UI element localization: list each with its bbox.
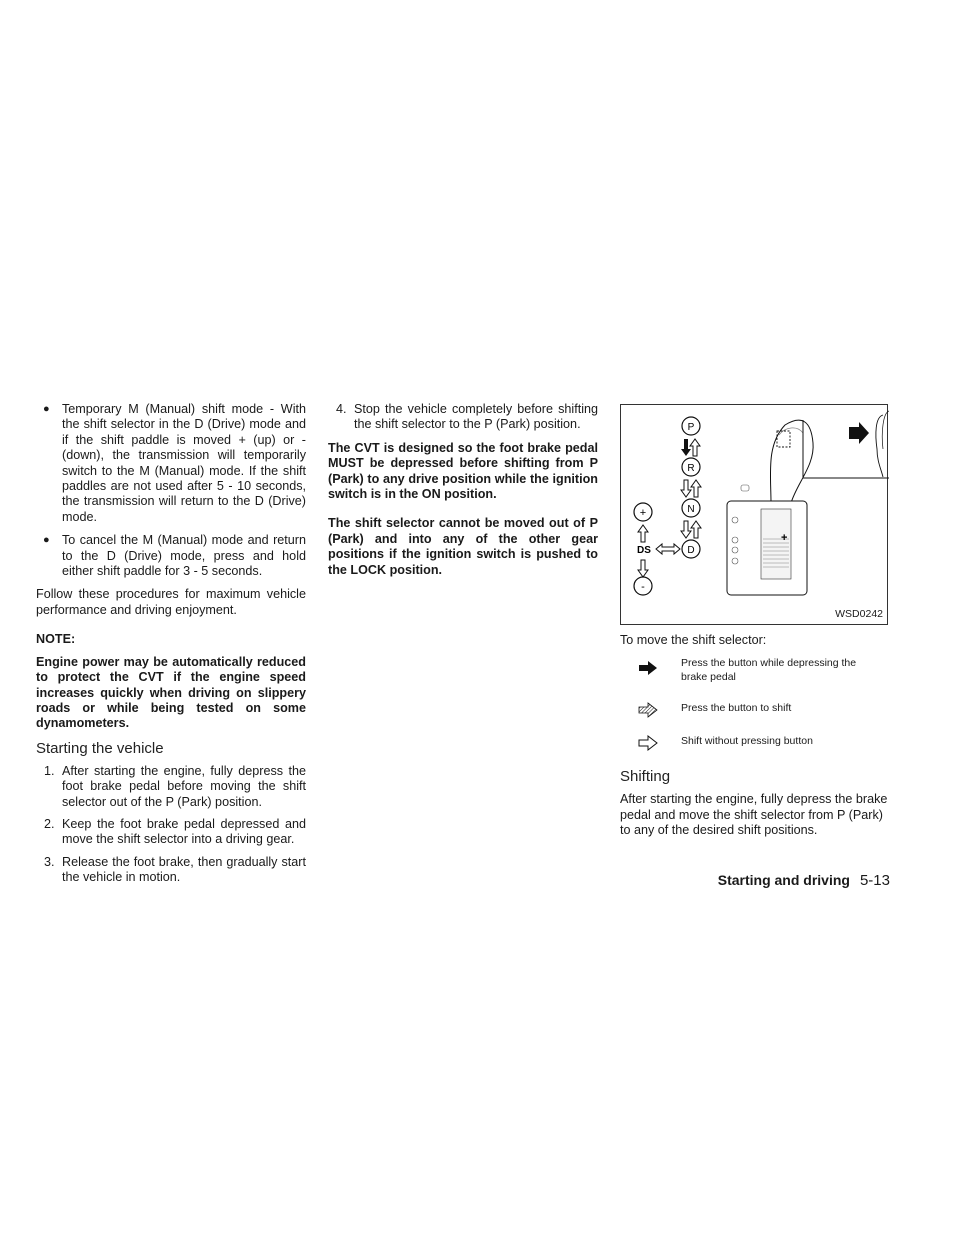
note-label: NOTE: <box>36 632 76 647</box>
step-item <box>36 855 306 886</box>
manual-plus-label: + <box>639 507 647 519</box>
bullet-item-cancel-manual <box>36 533 306 579</box>
step-item <box>36 764 306 810</box>
warning-brake-pedal: The CVT is designed so the foot brake pedal MUST be depressed before shifting from P (Park) to any drive position while the ignition switch is in the ON position. <box>328 440 598 502</box>
starting-vehicle-heading: Starting the vehicle <box>36 739 164 757</box>
step-number: 2. <box>44 816 55 831</box>
step-text: Stop the vehicle completely before shifting the shift selector to the P (Park) position. <box>354 402 598 432</box>
gear-circle-p <box>682 417 700 435</box>
ds-label: DS <box>637 545 651 556</box>
knob-detail-inset <box>803 411 889 478</box>
outline-down-arrow-icon <box>681 480 691 497</box>
outline-arrow-icon <box>638 735 658 751</box>
double-arrow-icon <box>656 544 680 554</box>
manual-minus-label: - <box>641 581 645 593</box>
step-number: 4. <box>336 402 347 416</box>
shifting-text: After starting the engine, fully depress the brake pedal and move the shift selector from P (Park) to any of the desired shift positions. <box>620 792 888 838</box>
bullet-text: To cancel the M (Manual) mode and return to the D (Drive) mode, press and hold either shift paddle for 3 - 5 seconds. <box>62 533 306 579</box>
step-text: After starting the engine, fully depress the foot brake pedal before moving the shift selector out of the P (Park) position. <box>62 763 306 809</box>
outline-up-arrow-icon <box>691 521 701 538</box>
hatched-arrow-icon <box>638 702 658 718</box>
legend-item-hatched <box>620 698 890 731</box>
shift-selector-figure <box>620 404 888 625</box>
gear-label-d: D <box>687 545 695 556</box>
outline-up-arrow-icon <box>691 480 701 497</box>
step-item <box>328 402 598 433</box>
legend-text: Press the button while depressing the brake pedal <box>681 657 857 684</box>
outline-down-arrow-icon <box>681 521 691 538</box>
middle-column <box>328 402 598 578</box>
legend-item-solid <box>620 656 890 698</box>
gear-circle-d <box>682 540 700 558</box>
manual-plus-circle <box>634 503 652 521</box>
solid-down-arrow-icon <box>681 439 691 456</box>
gear-label-r: R <box>687 463 695 474</box>
legend-text: Shift without pressing button <box>681 735 813 748</box>
step-number: 1. <box>44 763 55 778</box>
legend-item-outline <box>620 731 890 764</box>
legend-caption: To move the shift selector: <box>620 633 767 647</box>
bullet-item-manual-mode <box>36 402 306 525</box>
footer-page-number: 5-13 <box>859 872 890 889</box>
right-column <box>620 404 890 839</box>
legend-text: Press the button to shift <box>681 702 792 715</box>
step-text: Release the foot brake, then gradually start the vehicle in motion. <box>62 854 306 885</box>
plate-plus-label: + <box>781 532 788 544</box>
left-column <box>36 402 306 893</box>
shifting-heading: Shifting <box>620 768 671 786</box>
page-footer <box>718 872 890 889</box>
shift-selector-diagram <box>621 405 889 626</box>
solid-arrow-icon <box>638 660 658 676</box>
bullet-dot: ● <box>43 403 50 415</box>
shift-knob-drawing <box>727 420 813 595</box>
bullet-dot: ● <box>43 534 50 547</box>
footer-section-title: Starting and driving <box>717 872 850 888</box>
warning-lock-position: The shift selector cannot be moved out of P (Park) and into any of the other gear positions if the ignition switch is pushed to the LOCK position. <box>328 516 598 577</box>
bullet-text: Temporary M (Manual) shift mode - With the shift selector in the D (Drive) mode and if the shift paddle is moved + (up) or - (down), the transmission will temporarily switch to the M (Manual) mode. If the shift paddles are not used after 5 - 10 seconds, the transmission will return to the D (Drive) mode. <box>62 402 306 524</box>
gear-label-p: P <box>687 422 695 433</box>
step-item <box>36 817 306 848</box>
manual-minus-circle <box>634 577 652 595</box>
gear-circle-r <box>682 458 700 476</box>
gear-circle-n <box>682 499 700 517</box>
outline-down-arrow-icon <box>638 560 648 577</box>
outline-up-arrow-icon <box>690 439 700 456</box>
follow-procedures-text: Follow these procedures for maximum vehicle performance and driving enjoyment. <box>36 587 306 617</box>
step-number: 3. <box>44 854 55 869</box>
gear-label-n: N <box>687 504 695 515</box>
step-text: Keep the foot brake pedal depressed and move the shift selector into a driving gear. <box>62 816 306 847</box>
outline-up-arrow-icon <box>638 525 648 542</box>
note-text: Engine power may be automatically reduced to protect the CVT if the engine speed increases quickly when driving on slippery roads or while being tested on some dynamometers. <box>36 654 306 731</box>
figure-code-label: WSD0242 <box>835 607 883 620</box>
